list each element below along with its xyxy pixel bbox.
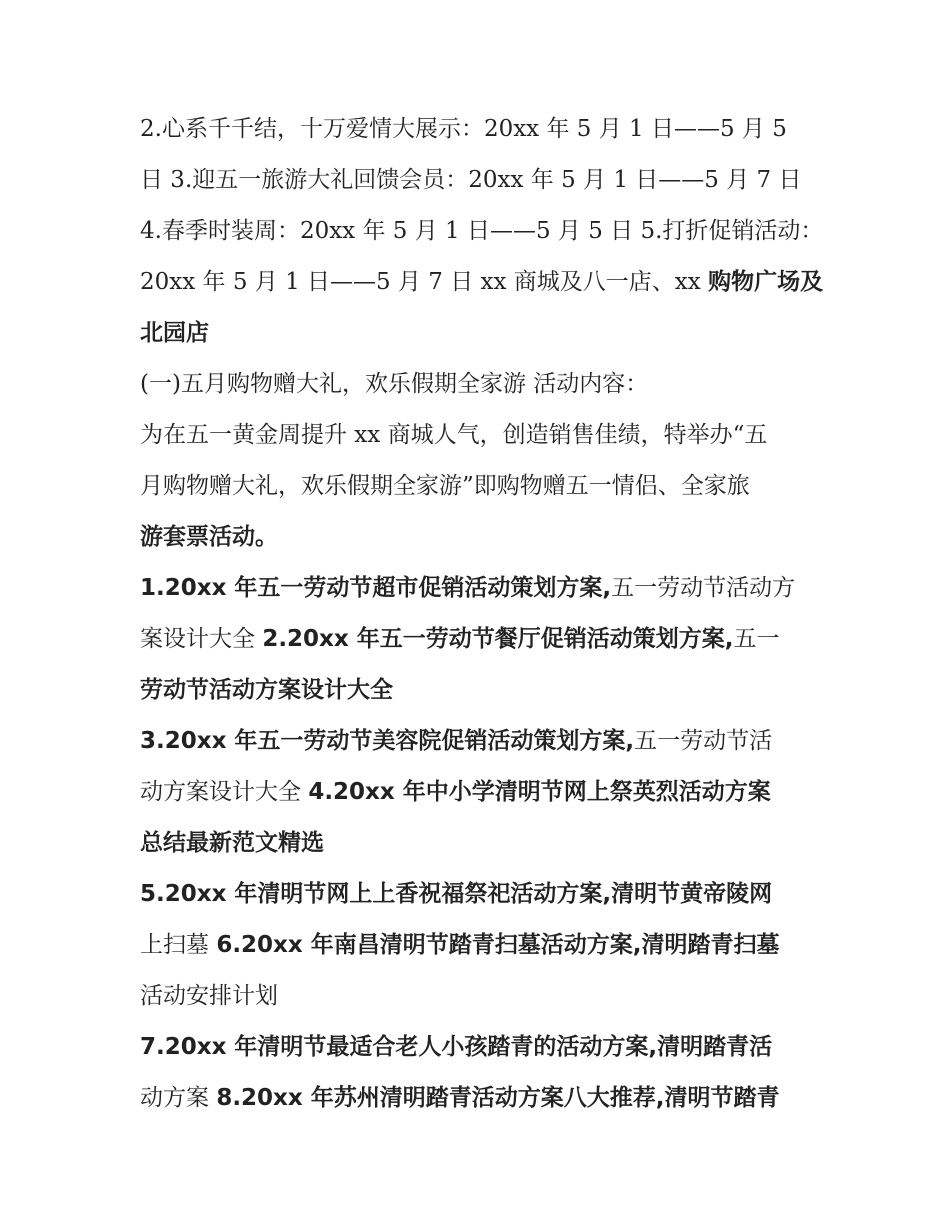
text-line <box>140 364 830 404</box>
text-run: 上扫墓 <box>140 932 217 958</box>
text-run: (一)五月购物赠大礼，欢乐假期全家游 活动内容： <box>140 371 649 397</box>
bold-text-run: 1.20xx 年五一劳动节超市促销活动策划方案, <box>140 575 612 601</box>
bold-text-run: 劳动节活动方案设计大全 <box>140 677 393 703</box>
bold-text-run: 4.20xx 年中小学清明节网上祭英烈活动方案 <box>308 779 771 805</box>
bold-text-run: 6.20xx 年南昌清明节踏青扫墓活动方案,清明踏青扫墓 <box>216 932 780 958</box>
text-run: 五一劳动节活 <box>634 728 773 754</box>
text-line <box>140 211 830 251</box>
text-run: 五一 <box>733 626 780 652</box>
bold-text-run: 2.20xx 年五一劳动节餐厅促销活动策划方案, <box>262 626 734 652</box>
text-line <box>140 925 830 965</box>
text-run: 为在五一黄金周提升 xx 商城人气，创造销售佳绩，特举办“五 <box>140 422 768 448</box>
text-line <box>140 109 830 149</box>
text-line <box>140 568 830 608</box>
text-run: 20xx 年 5 月 1 日——5 月 7 日 xx 商城及八一店、xx <box>140 269 709 295</box>
text-run: 2.心系千千结，十万爱情大展示：20xx 年 5 月 1 日——5 月 5 <box>140 116 787 142</box>
bold-text-run: 北园店 <box>140 320 209 346</box>
bold-text-run: 3.20xx 年五一劳动节美容院促销活动策划方案, <box>140 728 635 754</box>
text-line <box>140 262 830 302</box>
text-line <box>140 466 830 506</box>
text-line <box>140 772 830 812</box>
text-run: 4.春季时装周：20xx 年 5 月 1 日——5 月 5 日 5.打折促销活动： <box>140 218 824 244</box>
text-line <box>140 823 830 863</box>
bold-text-run: 购物广场及 <box>708 269 824 295</box>
text-run: 五一劳动节活动方 <box>611 575 796 601</box>
text-line <box>140 415 830 455</box>
text-run: 动方案设计大全 <box>140 779 309 805</box>
text-line <box>140 976 830 1016</box>
bold-text-run: 7.20xx 年清明节最适合老人小孩踏青的活动方案,清明踏青活 <box>140 1034 773 1060</box>
text-line <box>140 721 830 761</box>
text-line <box>140 1027 830 1067</box>
text-line <box>140 160 830 200</box>
bold-text-run: 5.20xx 年清明节网上上香祝福祭祀活动方案,清明节黄帝陵网 <box>140 881 773 907</box>
text-run: 月购物赠大礼，欢乐假期全家游”即购物赠五一情侣、全家旅 <box>140 473 750 499</box>
text-line <box>140 874 830 914</box>
text-line <box>140 313 830 353</box>
bold-text-run: 游套票活动。 <box>140 524 278 550</box>
text-line <box>140 670 830 710</box>
text-run: 日 3.迎五一旅游大礼回馈会员：20xx 年 5 月 1 日——5 月 7 日 <box>140 167 802 193</box>
text-run: 活动安排计划 <box>140 983 278 1009</box>
bold-text-run: 总结最新范文精选 <box>140 830 324 856</box>
text-run: 案设计大全 <box>140 626 263 652</box>
text-line <box>140 1078 830 1118</box>
bold-text-run: 8.20xx 年苏州清明踏青活动方案八大推荐,清明节踏青 <box>216 1085 780 1111</box>
text-run: 动方案 <box>140 1085 217 1111</box>
text-line <box>140 517 830 557</box>
text-line <box>140 619 830 659</box>
